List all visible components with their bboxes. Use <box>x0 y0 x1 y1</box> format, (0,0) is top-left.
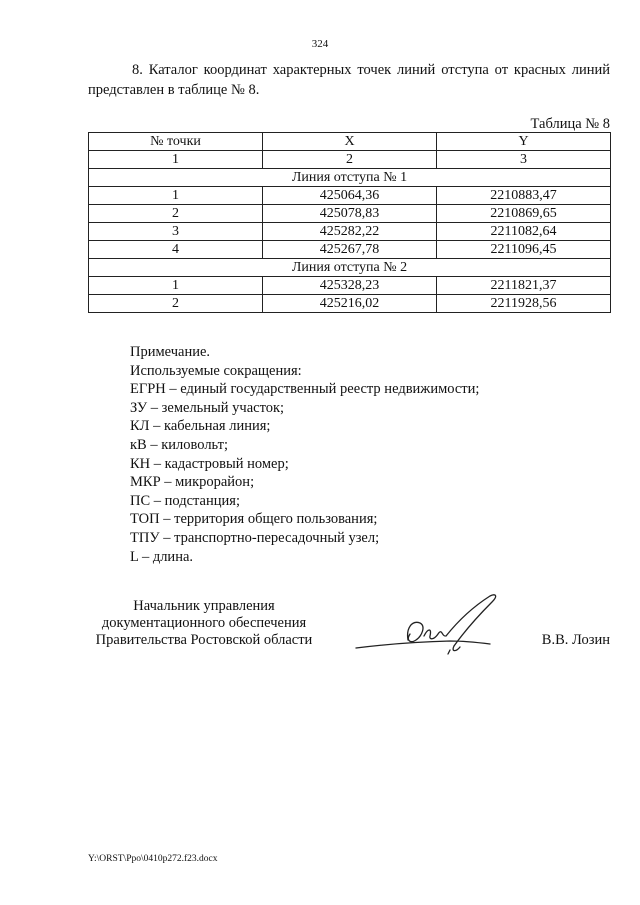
y-cell: 2211082,64 <box>437 223 611 241</box>
group-title-row <box>89 169 611 187</box>
signatory-position <box>88 598 320 649</box>
list-item: ЗУ – земельный участок; <box>130 399 285 416</box>
position-line: документационного обеспечения <box>101 615 307 631</box>
signatory-name: В.В. Лозин <box>541 632 610 648</box>
x-cell: 425267,78 <box>263 241 437 259</box>
group-title: Линия отступа № 2 <box>89 259 611 277</box>
table-header-row <box>89 133 611 151</box>
point-number-cell: 4 <box>89 241 263 259</box>
point-number-cell: 2 <box>89 205 263 223</box>
y-cell: 2211821,37 <box>437 277 611 295</box>
table-row <box>89 223 611 241</box>
list-item: ПС – подстанция; <box>130 492 240 509</box>
point-number-cell: 3 <box>89 223 263 241</box>
note-subtitle: Используемые сокращения: <box>130 362 302 379</box>
numbering-cell: 3 <box>437 151 611 169</box>
note-title: Примечание. <box>130 344 211 360</box>
table-row <box>89 277 611 295</box>
table-row <box>89 295 611 313</box>
y-cell: 2210883,47 <box>437 187 611 205</box>
x-cell: 425282,22 <box>263 223 437 241</box>
position-line: Начальник управления <box>133 598 275 614</box>
position-line: Правительства Ростовской области <box>95 632 313 648</box>
intro-paragraph: 8. Каталог координат характерных точек линий отступа от красных линий представлен в таблице № 8. <box>88 62 610 98</box>
table-caption: Таблица № 8 <box>530 116 610 132</box>
list-item: L – длина. <box>130 548 194 565</box>
numbering-cell: 1 <box>89 151 263 169</box>
x-cell: 425216,02 <box>263 295 437 313</box>
list-item: кВ – киловольт; <box>130 436 228 453</box>
header-point-number: № точки <box>89 133 263 151</box>
list-item: ЕГРН – единый государственный реестр недвижимости; <box>130 381 480 398</box>
x-cell: 425328,23 <box>263 277 437 295</box>
list-item: ТОП – территория общего пользования; <box>130 511 378 528</box>
y-cell: 2210869,65 <box>437 205 611 223</box>
x-cell: 425078,83 <box>263 205 437 223</box>
table-row <box>89 241 611 259</box>
header-x: X <box>263 133 437 151</box>
coordinates-table <box>88 132 611 313</box>
group-title: Линия отступа № 1 <box>89 169 611 187</box>
group-title-row <box>89 259 611 277</box>
point-number-cell: 1 <box>89 277 263 295</box>
abbreviations-note <box>130 343 479 566</box>
table-row <box>89 187 611 205</box>
y-cell: 2211928,56 <box>437 295 611 313</box>
header-y: Y <box>437 133 611 151</box>
point-number-cell: 1 <box>89 187 263 205</box>
list-item: КЛ – кабельная линия; <box>130 418 271 435</box>
list-item: КН – кадастровый номер; <box>130 455 289 472</box>
file-path: Y:\ORST\Ppo\0410p272.f23.docx <box>88 854 218 864</box>
list-item: МКР – микрорайон; <box>130 474 255 491</box>
numbering-cell: 2 <box>263 151 437 169</box>
y-cell: 2211096,45 <box>437 241 611 259</box>
handwritten-signature <box>350 590 500 662</box>
list-item: ТПУ – транспортно-пересадочный узел; <box>130 529 380 546</box>
table-row <box>89 205 611 223</box>
page-number: 324 <box>311 38 329 50</box>
point-number-cell: 2 <box>89 295 263 313</box>
table-numbering-row <box>89 151 611 169</box>
x-cell: 425064,36 <box>263 187 437 205</box>
